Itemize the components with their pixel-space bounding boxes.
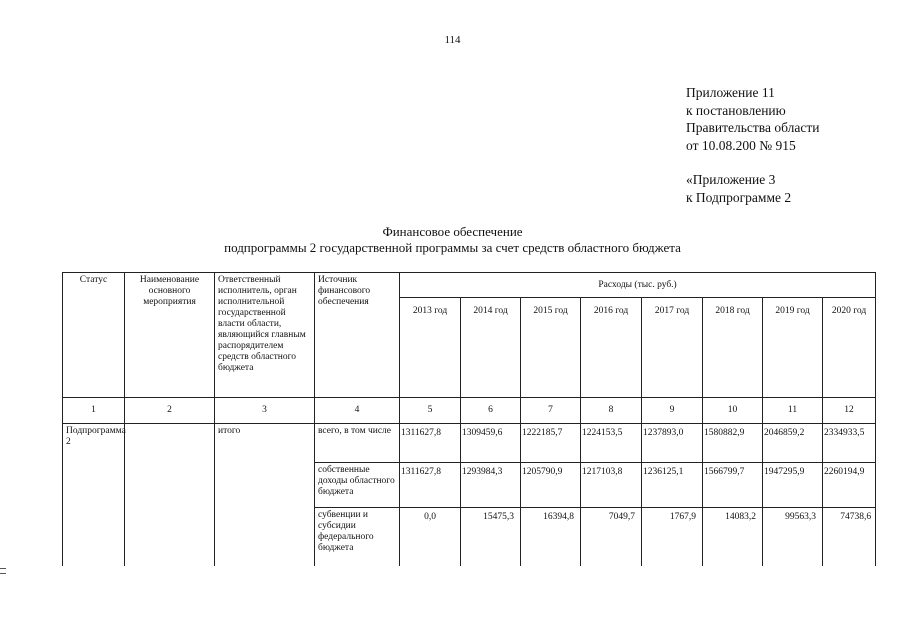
column-number-row — [63, 398, 876, 424]
column-number: 2 — [125, 398, 215, 424]
value-cell: 0,0 — [400, 508, 461, 567]
value-cell: 1311627,8 — [400, 463, 461, 508]
header-year: 2020 год — [823, 298, 876, 398]
value-cell: 1222185,7 — [521, 424, 581, 463]
column-number: 9 — [642, 398, 703, 424]
header-source: Источник финансового обеспечения — [315, 273, 400, 398]
value-cell: 14083,2 — [703, 508, 763, 567]
column-number: 10 — [703, 398, 763, 424]
column-number: 12 — [823, 398, 876, 424]
appendix-line: Правительства области — [686, 120, 820, 135]
column-number: 5 — [400, 398, 461, 424]
value-cell: 1767,9 — [642, 508, 703, 567]
value-cell: 99563,3 — [763, 508, 823, 567]
source-cell: субвенции и субсидии федерального бюджета — [315, 508, 400, 567]
value-cell: 1205790,9 — [521, 463, 581, 508]
page-edge-marker — [0, 568, 6, 574]
document-title — [0, 224, 905, 256]
column-number: 4 — [315, 398, 400, 424]
column-number: 3 — [215, 398, 315, 424]
value-cell: 1309459,6 — [461, 424, 521, 463]
value-cell: 2260194,9 — [823, 463, 876, 508]
appendix-line: от 10.08.200 № 915 — [686, 137, 796, 153]
column-number: 6 — [461, 398, 521, 424]
financing-table-wrap — [62, 272, 875, 566]
value-cell: 1217103,8 — [581, 463, 642, 508]
source-cell: собственные доходы областного бюджета — [315, 463, 400, 508]
status-cell: Подпрограмма 2 — [63, 424, 125, 567]
header-status: Статус — [63, 273, 125, 398]
responsible-cell: итого — [215, 424, 315, 567]
header-year: 2018 год — [703, 298, 763, 398]
value-cell: 1947295,9 — [763, 463, 823, 508]
column-number: 8 — [581, 398, 642, 424]
page-number: 114 — [444, 34, 461, 46]
appendix-line: к Подпрограмме 2 — [686, 189, 792, 205]
value-cell: 15475,3 — [461, 508, 521, 567]
header-year: 2013 год — [400, 298, 461, 398]
column-number: 7 — [521, 398, 581, 424]
financing-table — [62, 272, 876, 566]
value-cell: 16394,8 — [521, 508, 581, 567]
value-cell: 1237893,0 — [642, 424, 703, 463]
measure-cell — [125, 424, 215, 567]
header-year: 2019 год — [763, 298, 823, 398]
value-cell: 7049,7 — [581, 508, 642, 567]
header-row — [63, 273, 876, 298]
header-year: 2016 год — [581, 298, 642, 398]
value-cell: 1293984,3 — [461, 463, 521, 508]
title-line-2: подпрограммы 2 государственной программы за счет средств областного бюджета — [224, 240, 681, 255]
column-number: 1 — [63, 398, 125, 424]
header-responsible: Ответственный исполнитель, орган исполнительной государственной власти области, являющийся главным распорядителем средств областного бюджета — [215, 273, 315, 398]
appendix-line: «Приложение 3 — [686, 172, 776, 187]
value-cell: 74738,6 — [823, 508, 876, 567]
header-expenses: Расходы (тыс. руб.) — [400, 273, 876, 298]
appendix-line: к постановлению — [686, 102, 786, 118]
value-cell: 1580882,9 — [703, 424, 763, 463]
value-cell: 2334933,5 — [823, 424, 876, 463]
value-cell: 1236125,1 — [642, 463, 703, 508]
appendix-line: Приложение 11 — [686, 85, 775, 100]
header-year: 2017 год — [642, 298, 703, 398]
table-row — [63, 424, 876, 463]
header-year: 2015 год — [521, 298, 581, 398]
header-measure: Наименование основного мероприятия — [125, 273, 215, 398]
header-year: 2014 год — [461, 298, 521, 398]
value-cell: 2046859,2 — [763, 424, 823, 463]
appendix-gap — [686, 154, 819, 171]
appendix-block — [686, 84, 819, 206]
column-number: 11 — [763, 398, 823, 424]
value-cell: 1566799,7 — [703, 463, 763, 508]
value-cell: 1224153,5 — [581, 424, 642, 463]
value-cell: 1311627,8 — [400, 424, 461, 463]
source-cell: всего, в том числе — [315, 424, 400, 463]
title-line-1: Финансовое обеспечение — [382, 224, 523, 239]
